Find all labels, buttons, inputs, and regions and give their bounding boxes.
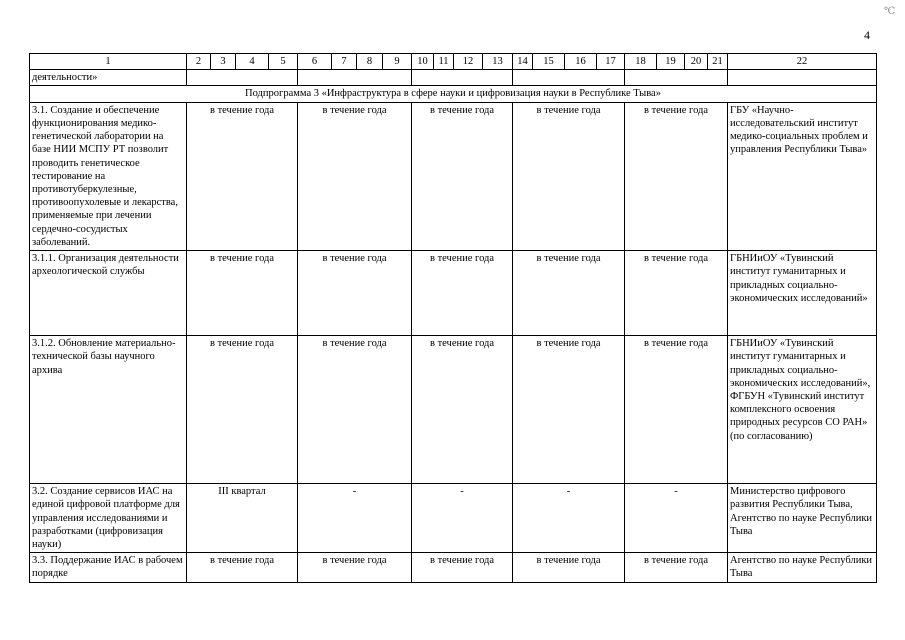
period-cell: в течение года (513, 336, 625, 484)
responsible-cell: ГБНИиОУ «Тувинский институт гуманитарных и прикладных социально-экономических исследований», ФГБУН «Тувинский институт комплексного освоения природных ресурсов СО РАН» (по согласованию) (728, 336, 877, 484)
responsible-cell: ГБУ «Научно-исследовательский институт медико-социальных проблем и управления Республики Тыва» (728, 102, 877, 250)
continued-activity-text: деятельности» (30, 70, 187, 86)
col-num-3: 3 (211, 54, 236, 70)
col-num-8: 8 (357, 54, 383, 70)
activity-cell: 3.1.2. Обновление материально-технической базы научного архива (30, 336, 187, 484)
period-cell (513, 70, 625, 86)
responsible-cell: Агентство по науке Республики Тыва (728, 553, 877, 582)
col-num-9: 9 (383, 54, 412, 70)
page-number: 4 (864, 28, 870, 42)
period-cell: III квартал (187, 484, 298, 553)
period-cell: в течение года (412, 553, 513, 582)
period-cell: в течение года (513, 102, 625, 250)
period-cell: в течение года (187, 336, 298, 484)
col-num-5: 5 (269, 54, 298, 70)
period-cell: в течение года (513, 553, 625, 582)
activity-cell: 3.1. Создание и обеспечение функционирования медико-генетической лаборатории на базе НИИ МСПУ РТ позволит проводить генетическое тестирование на противотуберкулезные, противоопухолевые и лекарства, применяемые при лечении сердечно-сосудистых заболеваний. (30, 102, 187, 250)
responsible-cell (728, 70, 877, 86)
period-cell: в течение года (625, 102, 728, 250)
continued-row (30, 70, 877, 86)
period-cell (298, 70, 412, 86)
subprogram-row (30, 86, 877, 102)
table-row (30, 553, 877, 582)
period-cell: в течение года (412, 102, 513, 250)
period-cell (625, 70, 728, 86)
col-num-15: 15 (533, 54, 565, 70)
table-row (30, 251, 877, 336)
col-num-20: 20 (685, 54, 708, 70)
col-num-7: 7 (332, 54, 357, 70)
period-cell: в течение года (513, 251, 625, 336)
period-cell: в течение года (298, 553, 412, 582)
period-cell: в течение года (187, 102, 298, 250)
col-num-13: 13 (483, 54, 513, 70)
period-cell: - (513, 484, 625, 553)
schedule-table (29, 53, 877, 583)
col-num-19: 19 (657, 54, 685, 70)
col-num-21: 21 (708, 54, 728, 70)
activity-cell: 3.1.1. Организация деятельности археологической службы (30, 251, 187, 336)
scan-corner-mark: ℃ (884, 6, 896, 17)
period-cell: в течение года (625, 336, 728, 484)
col-num-1: 1 (30, 54, 187, 70)
col-num-10: 10 (412, 54, 434, 70)
table-row (30, 484, 877, 553)
responsible-cell: ГБНИиОУ «Тувинский институт гуманитарных и прикладных социально-экономических исследований» (728, 251, 877, 336)
table-row (30, 336, 877, 484)
period-cell: в течение года (187, 553, 298, 582)
col-num-4: 4 (236, 54, 269, 70)
table-row (30, 102, 877, 250)
period-cell (412, 70, 513, 86)
period-cell: в течение года (625, 553, 728, 582)
responsible-cell: Министерство цифрового развития Республики Тыва, Агентство по науке Республики Тыва (728, 484, 877, 553)
period-cell (187, 70, 298, 86)
period-cell: - (625, 484, 728, 553)
period-cell: в течение года (298, 336, 412, 484)
period-cell: в течение года (412, 251, 513, 336)
col-num-16: 16 (565, 54, 597, 70)
col-num-12: 12 (454, 54, 483, 70)
col-num-18: 18 (625, 54, 657, 70)
activity-cell: 3.3. Поддержание ИАС в рабочем порядке (30, 553, 187, 582)
period-cell: в течение года (298, 102, 412, 250)
column-number-row (30, 54, 877, 70)
col-num-11: 11 (434, 54, 454, 70)
col-num-6: 6 (298, 54, 332, 70)
period-cell: - (298, 484, 412, 553)
col-num-14: 14 (513, 54, 533, 70)
col-num-17: 17 (597, 54, 625, 70)
period-cell: в течение года (298, 251, 412, 336)
activity-cell: 3.2. Создание сервисов ИАС на единой цифровой платформе для управления исследованиями и разработками (цифровизация науки) (30, 484, 187, 553)
subprogram-title: Подпрограмма 3 «Инфраструктура в сфере науки и цифровизация науки в Республике Тыва» (30, 86, 877, 102)
period-cell: - (412, 484, 513, 553)
period-cell: в течение года (187, 251, 298, 336)
period-cell: в течение года (625, 251, 728, 336)
col-num-22: 22 (728, 54, 877, 70)
col-num-2: 2 (187, 54, 211, 70)
period-cell: в течение года (412, 336, 513, 484)
